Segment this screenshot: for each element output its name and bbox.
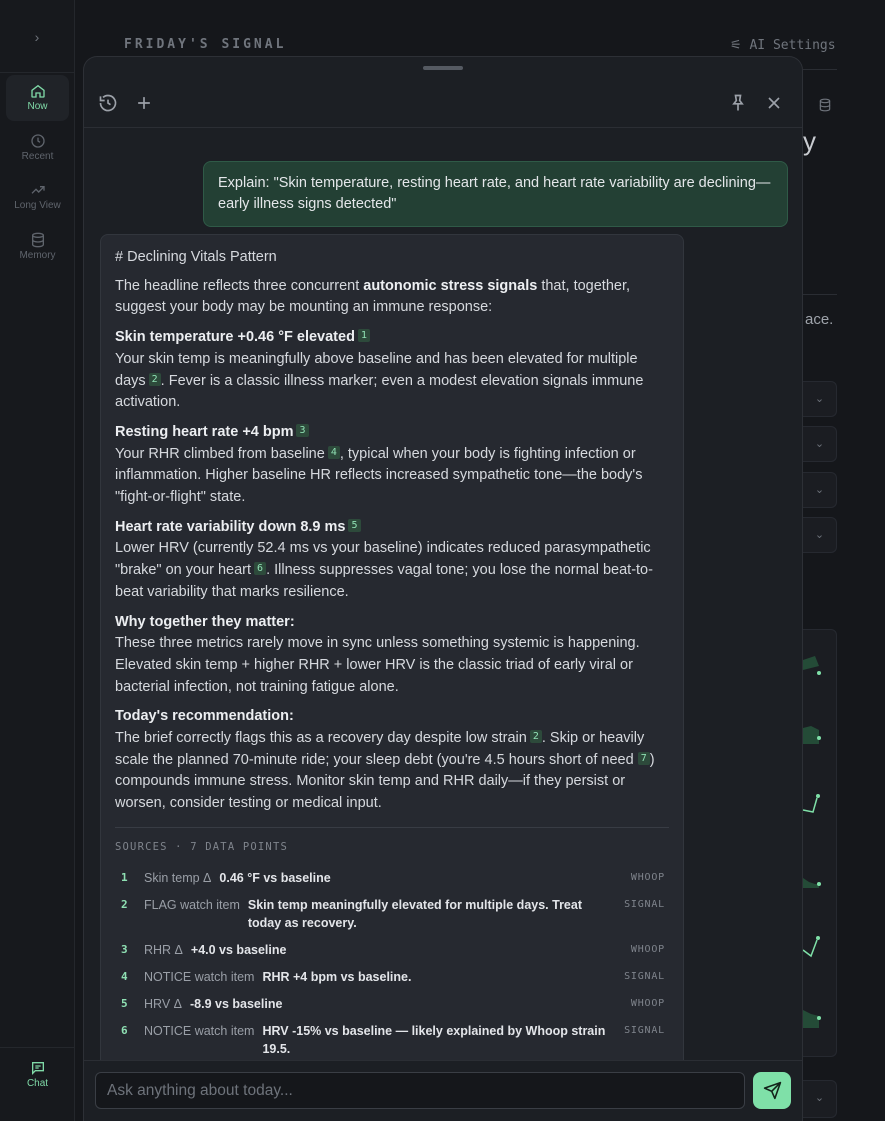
nav-label-now: Now bbox=[27, 101, 48, 112]
source-value: +4.0 vs baseline bbox=[190, 942, 287, 957]
nav-item-now[interactable] bbox=[6, 75, 69, 121]
chevron-down-icon[interactable]: ⌄ bbox=[803, 381, 837, 417]
assistant-message bbox=[100, 234, 684, 1114]
chat-input[interactable] bbox=[95, 1072, 745, 1109]
ai-settings-link[interactable] bbox=[730, 38, 836, 53]
source-label: HRV Δ bbox=[144, 996, 182, 1011]
database-icon[interactable] bbox=[818, 97, 832, 113]
summary-fragment: ace. bbox=[805, 311, 834, 328]
send-button[interactable] bbox=[753, 1072, 791, 1109]
block-title: Today's recommendation: bbox=[115, 708, 294, 725]
citation-badge[interactable]: 2 bbox=[149, 373, 161, 386]
nav-label-recent: Recent bbox=[21, 151, 54, 162]
citation-badge[interactable]: 1 bbox=[358, 329, 370, 342]
block-text: . Illness suppresses vagal tone; you lose the normal beat-to-beat variability that marks resilience. bbox=[115, 562, 653, 600]
block-text: , typical when your body is fighting infection or inflammation. Higher baseline HR reflects increased sympathetic tone—the body's "fight-or-flight" state. bbox=[115, 445, 643, 506]
intro-text: The headline reflects three concurrent bbox=[115, 277, 364, 294]
sparkline-graphics bbox=[803, 630, 837, 1058]
source-number: 2 bbox=[121, 897, 128, 911]
history-icon[interactable] bbox=[98, 93, 118, 113]
new-chat-icon[interactable] bbox=[134, 93, 154, 113]
source-row[interactable] bbox=[115, 869, 669, 887]
nav-item-memory[interactable] bbox=[6, 224, 69, 270]
page-header: FRIDAY'S SIGNAL bbox=[124, 37, 287, 52]
nav-item-chat[interactable] bbox=[6, 1052, 69, 1098]
citation-badge[interactable]: 7 bbox=[638, 752, 650, 765]
reply-intro bbox=[115, 276, 669, 319]
citation-badge[interactable]: 5 bbox=[348, 519, 360, 532]
source-number: 6 bbox=[121, 1023, 128, 1037]
metric-sparklines bbox=[803, 629, 837, 1057]
chevron-down-icon[interactable]: ⌄ bbox=[803, 1080, 837, 1118]
block-text: . Skip or heavily scale the planned 70-minute ride; your sleep debt (you're 4.5 hours short of need bbox=[115, 730, 645, 768]
citation-badge[interactable]: 3 bbox=[296, 424, 308, 437]
citation-badge[interactable]: 6 bbox=[254, 562, 266, 575]
source-value: Skin temp meaningfully elevated for multiple days. Treat today as recovery. bbox=[247, 897, 582, 930]
source-label: Skin temp Δ bbox=[144, 870, 212, 885]
page-title-fragment: y bbox=[803, 126, 816, 156]
reply-block-skin-temp bbox=[115, 327, 669, 414]
source-number: 4 bbox=[121, 969, 128, 983]
block-title: Why together they matter: bbox=[115, 613, 295, 630]
close-icon[interactable] bbox=[764, 93, 784, 113]
intro-text-end: that, together, suggest your body may be mounting an immune response: bbox=[115, 277, 631, 316]
nav-label-memory: Memory bbox=[19, 250, 56, 261]
block-title: Skin temperature +0.46 °F elevated bbox=[115, 329, 355, 346]
block-text: Your skin temp is meaningfully above baseline and has been elevated for multiple days bbox=[115, 350, 638, 389]
source-label: NOTICE watch item bbox=[144, 1023, 255, 1038]
source-number: 3 bbox=[121, 942, 128, 956]
source-tag: WHOOP bbox=[630, 871, 665, 883]
nav-label-long-view: Long View bbox=[14, 200, 61, 211]
trend-icon bbox=[30, 182, 46, 198]
block-text: . Fever is a classic illness marker; even a modest elevation signals immune activation. bbox=[115, 372, 644, 411]
nav-item-recent[interactable] bbox=[6, 125, 69, 171]
block-title: Resting heart rate +4 bpm bbox=[115, 423, 294, 440]
source-label: FLAG watch item bbox=[144, 897, 240, 912]
source-value: -8.9 vs baseline bbox=[190, 996, 283, 1011]
source-value: RHR +4 bpm vs baseline. bbox=[262, 969, 412, 984]
database-icon bbox=[30, 232, 46, 248]
sources-list bbox=[115, 827, 669, 1058]
sources-title: SOURCES · 7 DATA POINTS bbox=[115, 840, 288, 853]
reply-block-hrv bbox=[115, 517, 669, 604]
chevron-down-icon[interactable]: ⌄ bbox=[803, 472, 837, 508]
ai-settings-label: AI Settings bbox=[749, 38, 836, 53]
block-text: The brief correctly flags this as a recovery day despite low strain bbox=[115, 730, 527, 747]
source-number: 5 bbox=[121, 996, 128, 1010]
sliders-icon: ⚟ bbox=[730, 38, 750, 53]
chevron-down-icon[interactable]: ⌄ bbox=[803, 517, 837, 553]
source-tag: SIGNAL bbox=[624, 1024, 665, 1036]
source-row[interactable] bbox=[115, 1022, 669, 1058]
pin-icon[interactable] bbox=[728, 93, 748, 113]
citation-badge[interactable]: 2 bbox=[530, 730, 542, 743]
send-icon bbox=[763, 1081, 782, 1100]
rail-divider-bottom bbox=[0, 1047, 75, 1048]
source-row[interactable] bbox=[115, 896, 669, 932]
source-value: 0.46 °F vs baseline bbox=[219, 870, 331, 885]
reply-block-recommendation bbox=[115, 706, 669, 815]
expand-rail-icon[interactable]: › bbox=[34, 29, 40, 45]
source-tag: SIGNAL bbox=[624, 970, 665, 982]
chevron-down-icon[interactable]: ⌄ bbox=[803, 426, 837, 462]
header-divider bbox=[803, 69, 837, 70]
source-number: 1 bbox=[121, 870, 128, 884]
block-text: Lower HRV (currently 52.4 ms vs your baseline) indicates reduced parasympathetic "brake" on your heart bbox=[115, 540, 651, 579]
chat-icon bbox=[30, 1060, 46, 1076]
source-tag: SIGNAL bbox=[624, 898, 665, 910]
reply-block-rhr bbox=[115, 422, 669, 509]
source-row[interactable] bbox=[115, 941, 669, 959]
intro-emphasis: autonomic stress signals bbox=[363, 277, 538, 294]
block-title: Heart rate variability down 8.9 ms bbox=[115, 518, 346, 535]
source-value: HRV -15% vs baseline — likely explained by Whoop strain 19.5. bbox=[262, 1023, 606, 1056]
source-label: RHR Δ bbox=[144, 942, 183, 957]
rail-divider bbox=[0, 72, 75, 73]
source-label: NOTICE watch item bbox=[144, 969, 255, 984]
drag-handle[interactable] bbox=[423, 66, 463, 70]
nav-item-long-view[interactable] bbox=[6, 174, 69, 220]
home-icon bbox=[30, 83, 46, 99]
citation-badge[interactable]: 4 bbox=[328, 446, 340, 459]
reply-heading: # Declining Vitals Pattern bbox=[115, 249, 277, 265]
source-row[interactable] bbox=[115, 968, 669, 986]
clock-icon bbox=[30, 133, 46, 149]
section-divider bbox=[803, 294, 837, 295]
chat-composer bbox=[84, 1060, 803, 1121]
chat-panel bbox=[83, 56, 803, 1121]
reply-block-why bbox=[115, 612, 669, 699]
source-row[interactable] bbox=[115, 995, 669, 1013]
source-tag: WHOOP bbox=[630, 943, 665, 955]
block-text: These three metrics rarely move in sync unless something systemic is happening. Elevated skin temp + higher RHR + lower HRV is the classic triad of early viral or bacterial infection, not training fatigue alone. bbox=[115, 635, 640, 695]
nav-label-chat: Chat bbox=[26, 1078, 49, 1089]
block-text: ) compounds immune stress. Monitor skin temp and RHR daily—if they persist or worsen, consider testing or medical input. bbox=[115, 751, 655, 812]
left-rail bbox=[0, 0, 75, 1121]
source-tag: WHOOP bbox=[630, 997, 665, 1009]
block-text: Your RHR climbed from baseline bbox=[115, 445, 325, 462]
user-message: Explain: "Skin temperature, resting heart rate, and heart rate variability are declining—early illness signs detected" bbox=[203, 161, 788, 227]
chat-toolbar bbox=[84, 57, 803, 128]
